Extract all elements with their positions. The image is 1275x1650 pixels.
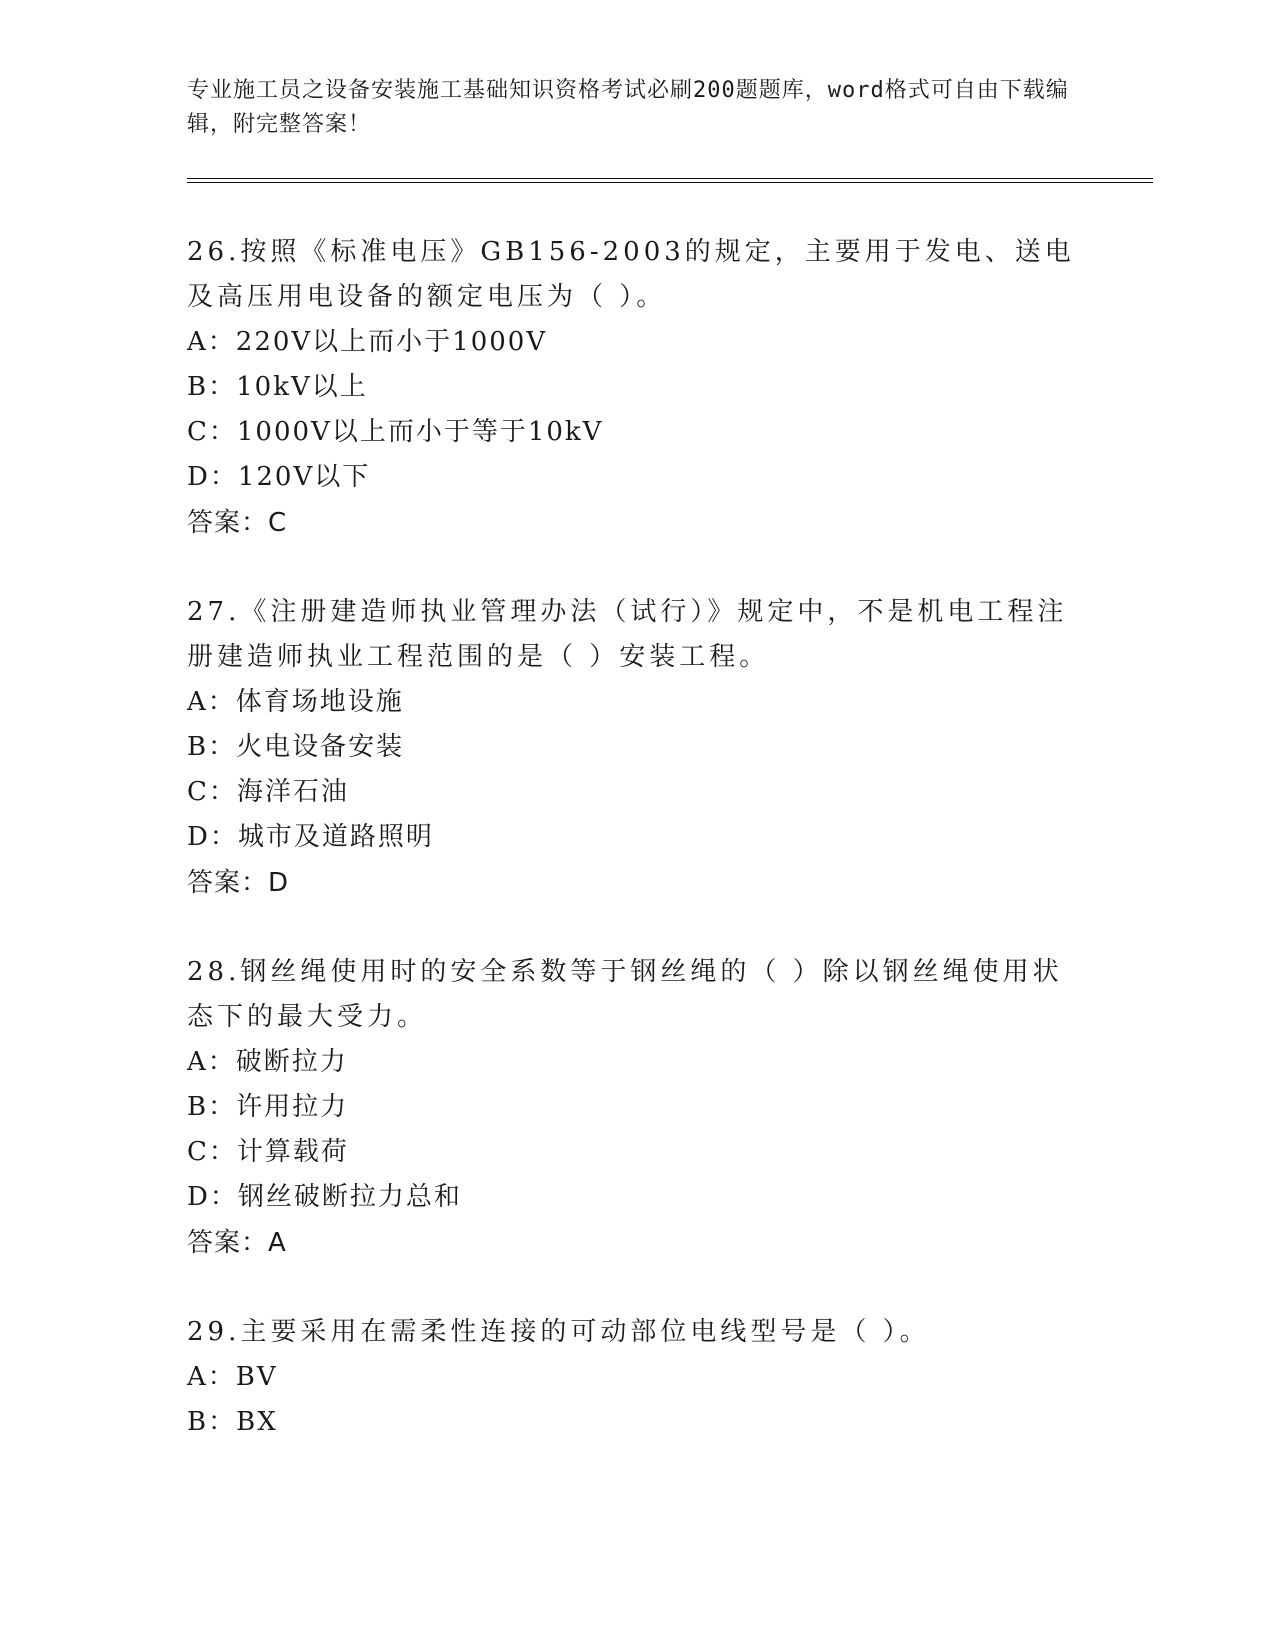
option-c: C：计算载荷 xyxy=(187,1137,349,1167)
question-list xyxy=(187,230,1087,1489)
question-stem: 28.钢丝绳使用时的安全系数等于钢丝绳的（ ）除以钢丝绳使用状态下的最大受力。 xyxy=(187,957,1063,1032)
question-29 xyxy=(187,1310,1087,1445)
option-c: C：1000V以上而小于等于10kV xyxy=(187,417,604,447)
option-b: B：许用拉力 xyxy=(187,1092,349,1122)
question-26 xyxy=(187,230,1087,546)
option-d: D：钢丝破断拉力总和 xyxy=(187,1182,462,1212)
option-b: B：10kV以上 xyxy=(187,372,368,402)
option-a: A：220V以上而小于1000V xyxy=(187,327,548,357)
option-a: A：破断拉力 xyxy=(187,1047,348,1077)
option-a: A：体育场地设施 xyxy=(187,687,404,717)
option-d: D：城市及道路照明 xyxy=(187,822,434,852)
document-header: 专业施工员之设备安装施工基础知识资格考试必刷200题题库，word格式可自由下载编辑，附完整答案！ xyxy=(187,78,1069,137)
option-b: B：火电设备安装 xyxy=(187,732,405,762)
question-stem: 27.《注册建造师执业管理办法（试行）》规定中，不是机电工程注册建造师执业工程范围的是（ ）安装工程。 xyxy=(187,597,1068,672)
question-27 xyxy=(187,590,1087,906)
question-28 xyxy=(187,950,1087,1266)
question-stem: 29.主要采用在需柔性连接的可动部位电线型号是（ ）。 xyxy=(187,1317,930,1347)
option-b: B：BX xyxy=(187,1407,278,1437)
answer: 答案：D xyxy=(187,868,290,898)
option-c: C：海洋石油 xyxy=(187,777,349,807)
question-stem: 26.按照《标准电压》GB156-2003的规定，主要用于发电、送电及高压用电设备的额定电压为（ ）。 xyxy=(187,237,1075,312)
option-d: D：120V以下 xyxy=(187,462,371,492)
header-divider xyxy=(187,178,1153,183)
option-a: A：BV xyxy=(187,1362,278,1392)
answer: 答案：A xyxy=(187,1228,287,1258)
answer: 答案：C xyxy=(187,508,288,538)
